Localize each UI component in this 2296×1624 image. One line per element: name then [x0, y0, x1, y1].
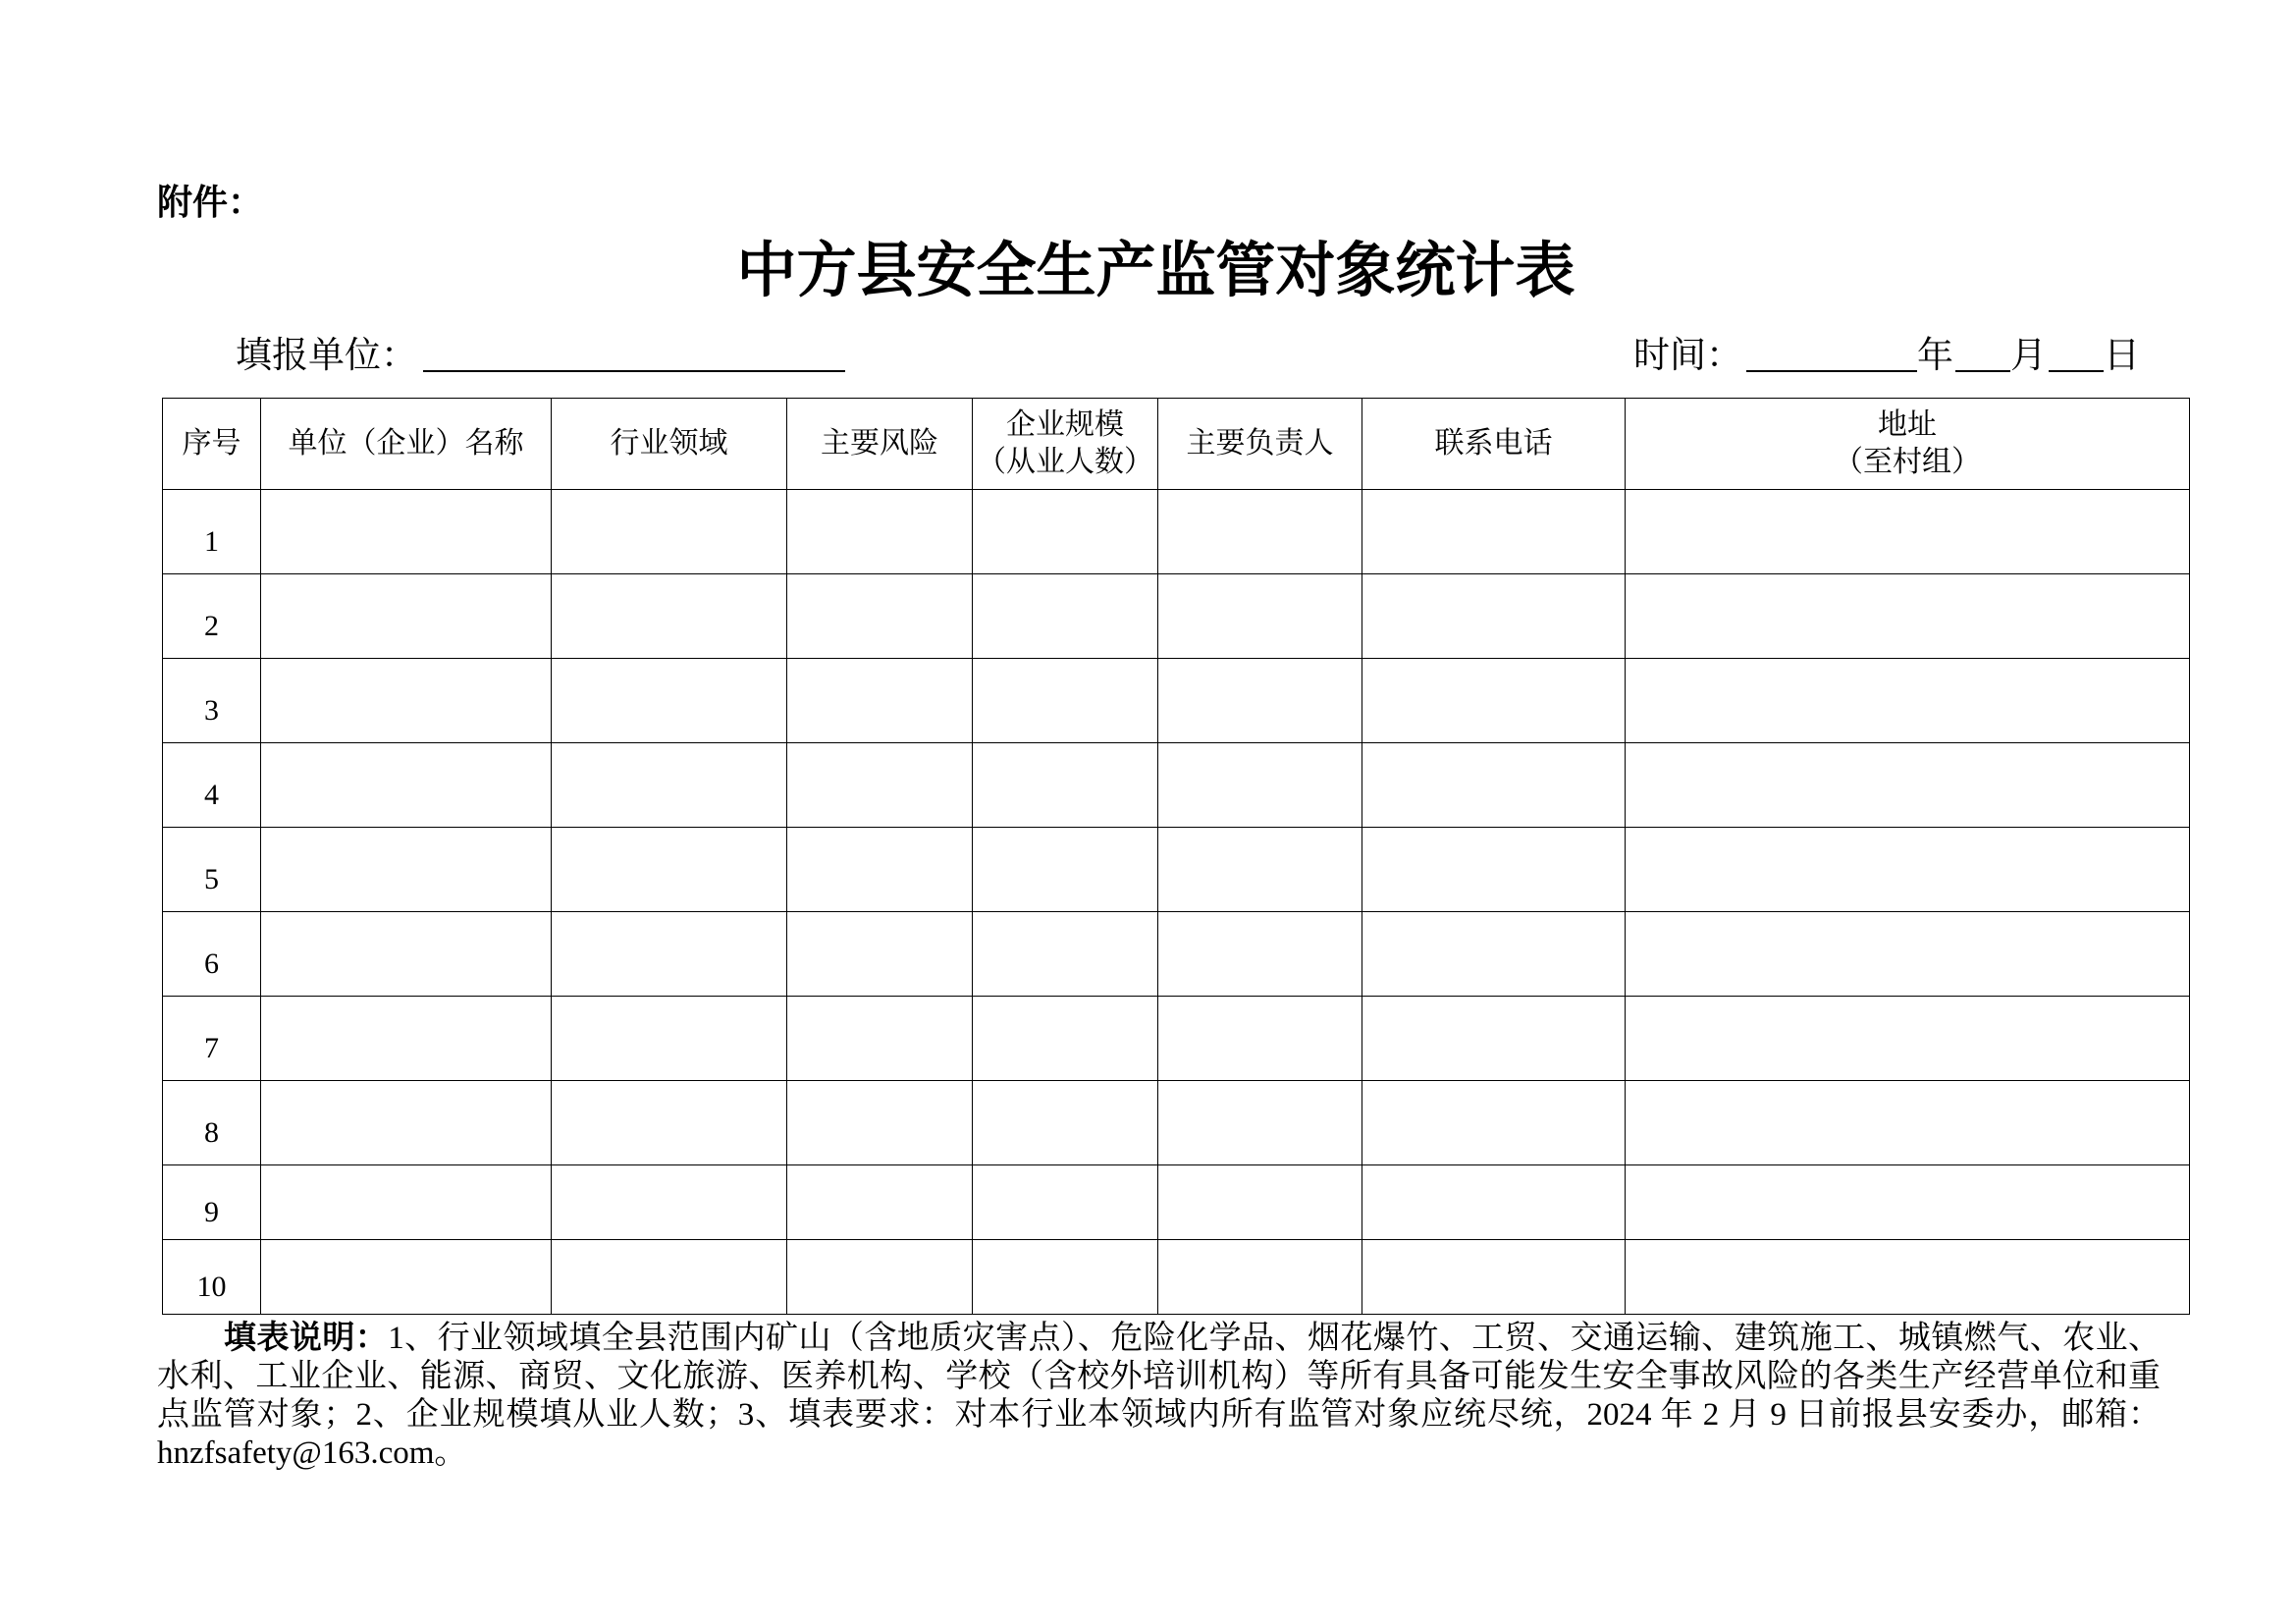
cell-unit-name: [261, 1165, 552, 1240]
cell-scale: [973, 743, 1158, 828]
cell-address: [1626, 912, 2190, 997]
notes-text: 点监管对象；2、企业规模填从业人数；3、填表要求：对本行业本领域内所有监管对象应统尽统，2024 年 2 月 9 日前报县安委办，邮箱：: [157, 1397, 2161, 1433]
cell-main-risk: [787, 659, 973, 743]
cell-seq: 10: [163, 1240, 261, 1315]
month-blank: [1955, 341, 2010, 372]
year-label: 年: [1917, 336, 1953, 376]
cell-address: [1626, 828, 2190, 912]
col-header-scale: [973, 399, 1158, 490]
cell-scale: [973, 828, 1158, 912]
cell-phone: [1362, 1081, 1626, 1165]
cell-address: [1626, 490, 2190, 574]
table-row: [163, 828, 2190, 912]
cell-principal: [1158, 659, 1362, 743]
col-header-industry: [552, 399, 787, 490]
cell-scale: [973, 912, 1158, 997]
cell-industry: [552, 659, 787, 743]
cell-address: [1626, 574, 2190, 659]
year-blank: [1746, 341, 1917, 372]
cell-main-risk: [787, 743, 973, 828]
notes-line: [157, 1396, 2161, 1435]
cell-scale: [973, 490, 1158, 574]
table-row: [163, 659, 2190, 743]
cell-industry: [552, 1240, 787, 1315]
col-header-label: 联系电话: [1434, 426, 1553, 460]
cell-principal: [1158, 1240, 1362, 1315]
table-row: [163, 1165, 2190, 1240]
cell-phone: [1362, 574, 1626, 659]
reporting-unit-line: [236, 334, 845, 379]
cell-unit-name: [261, 828, 552, 912]
cell-main-risk: [787, 1081, 973, 1165]
cell-main-risk: [787, 828, 973, 912]
col-header-label: 行业领域: [610, 426, 728, 460]
cell-principal: [1158, 828, 1362, 912]
cell-phone: [1362, 1165, 1626, 1240]
cell-principal: [1158, 1165, 1362, 1240]
col-header-address: [1626, 399, 2190, 490]
table-body: [163, 490, 2190, 1315]
col-header-principal: [1158, 399, 1362, 490]
notes-text: 1、行业领域填全县范围内矿山（含地质灾害点）、危险化学品、烟花爆竹、工贸、交通运输、建筑施工、城镇燃气、农业、: [388, 1321, 2162, 1356]
table-row: [163, 912, 2190, 997]
reporting-unit-label: 填报单位：: [236, 336, 417, 376]
cell-industry: [552, 1165, 787, 1240]
cell-main-risk: [787, 1240, 973, 1315]
cell-seq: 3: [163, 659, 261, 743]
cell-scale: [973, 659, 1158, 743]
cell-scale: [973, 574, 1158, 659]
cell-phone: [1362, 912, 1626, 997]
table-row: [163, 490, 2190, 574]
cell-principal: [1158, 574, 1362, 659]
notes-text: 水利、工业企业、能源、商贸、文化旅游、医养机构、学校（含校外培训机构）等所有具备可能发生安全事故风险的各类生产经营单位和重: [157, 1359, 2161, 1394]
cell-phone: [1362, 828, 1626, 912]
notes-line: [157, 1358, 2161, 1396]
cell-seq: 1: [163, 490, 261, 574]
cell-seq: 6: [163, 912, 261, 997]
notes-email: hnzfsafety@163.com。: [157, 1435, 467, 1471]
cell-principal: [1158, 997, 1362, 1081]
cell-address: [1626, 1081, 2190, 1165]
cell-scale: [973, 1081, 1158, 1165]
cell-industry: [552, 574, 787, 659]
cell-main-risk: [787, 1165, 973, 1240]
cell-address: [1626, 1240, 2190, 1315]
cell-address: [1626, 743, 2190, 828]
cell-seq: 5: [163, 828, 261, 912]
col-header-label: 序号: [182, 426, 241, 460]
col-header-main-risk: [787, 399, 973, 490]
cell-address: [1626, 997, 2190, 1081]
cell-phone: [1362, 1240, 1626, 1315]
day-label: 日: [2104, 336, 2140, 376]
cell-unit-name: [261, 997, 552, 1081]
col-header-label: 单位（企业）名称: [288, 426, 524, 460]
day-blank: [2049, 341, 2104, 372]
report-time-line: [1633, 334, 2140, 379]
cell-unit-name: [261, 659, 552, 743]
cell-principal: [1158, 1081, 1362, 1165]
notes-label: 填表说明：: [224, 1318, 389, 1356]
statistics-table: [162, 398, 2190, 1315]
cell-industry: [552, 490, 787, 574]
col-header-sublabel: （从业人数）: [977, 445, 1153, 479]
cell-unit-name: [261, 743, 552, 828]
cell-main-risk: [787, 997, 973, 1081]
cell-principal: [1158, 743, 1362, 828]
cell-industry: [552, 1081, 787, 1165]
notes-line: [157, 1435, 2161, 1473]
cell-main-risk: [787, 912, 973, 997]
cell-seq: 2: [163, 574, 261, 659]
cell-phone: [1362, 743, 1626, 828]
cell-main-risk: [787, 490, 973, 574]
page-title: 中方县安全生产监管对象统计表: [736, 236, 1575, 305]
notes-line: [157, 1318, 2161, 1358]
cell-unit-name: [261, 490, 552, 574]
col-header-label: 主要负责人: [1186, 426, 1334, 460]
col-header-label: 企业规模: [1006, 407, 1124, 442]
table-row: [163, 574, 2190, 659]
attachment-label: 附件：: [157, 183, 264, 223]
filling-instructions: [157, 1318, 2161, 1473]
cell-industry: [552, 743, 787, 828]
cell-principal: [1158, 490, 1362, 574]
cell-seq: 9: [163, 1165, 261, 1240]
time-label: 时间：: [1633, 336, 1742, 376]
cell-seq: 4: [163, 743, 261, 828]
cell-address: [1626, 1165, 2190, 1240]
cell-scale: [973, 1240, 1158, 1315]
col-header-seq: [163, 399, 261, 490]
col-header-label: 地址: [1878, 407, 1937, 442]
cell-scale: [973, 997, 1158, 1081]
table-row: [163, 997, 2190, 1081]
col-header-sublabel: （至村组）: [1834, 445, 1981, 479]
reporting-unit-blank: [423, 341, 845, 372]
cell-phone: [1362, 490, 1626, 574]
col-header-label: 主要风险: [821, 426, 938, 460]
table-header: [163, 399, 2190, 490]
month-label: 月: [2010, 336, 2047, 376]
cell-unit-name: [261, 574, 552, 659]
cell-unit-name: [261, 1240, 552, 1315]
cell-industry: [552, 828, 787, 912]
col-header-phone: [1362, 399, 1626, 490]
cell-address: [1626, 659, 2190, 743]
col-header-unit-name: [261, 399, 552, 490]
cell-scale: [973, 1165, 1158, 1240]
table-row: [163, 1240, 2190, 1315]
cell-unit-name: [261, 912, 552, 997]
table-header-row: [163, 399, 2190, 490]
cell-phone: [1362, 997, 1626, 1081]
table-row: [163, 743, 2190, 828]
cell-seq: 8: [163, 1081, 261, 1165]
cell-phone: [1362, 659, 1626, 743]
cell-industry: [552, 912, 787, 997]
cell-principal: [1158, 912, 1362, 997]
cell-seq: 7: [163, 997, 261, 1081]
cell-industry: [552, 997, 787, 1081]
table-row: [163, 1081, 2190, 1165]
cell-unit-name: [261, 1081, 552, 1165]
cell-main-risk: [787, 574, 973, 659]
